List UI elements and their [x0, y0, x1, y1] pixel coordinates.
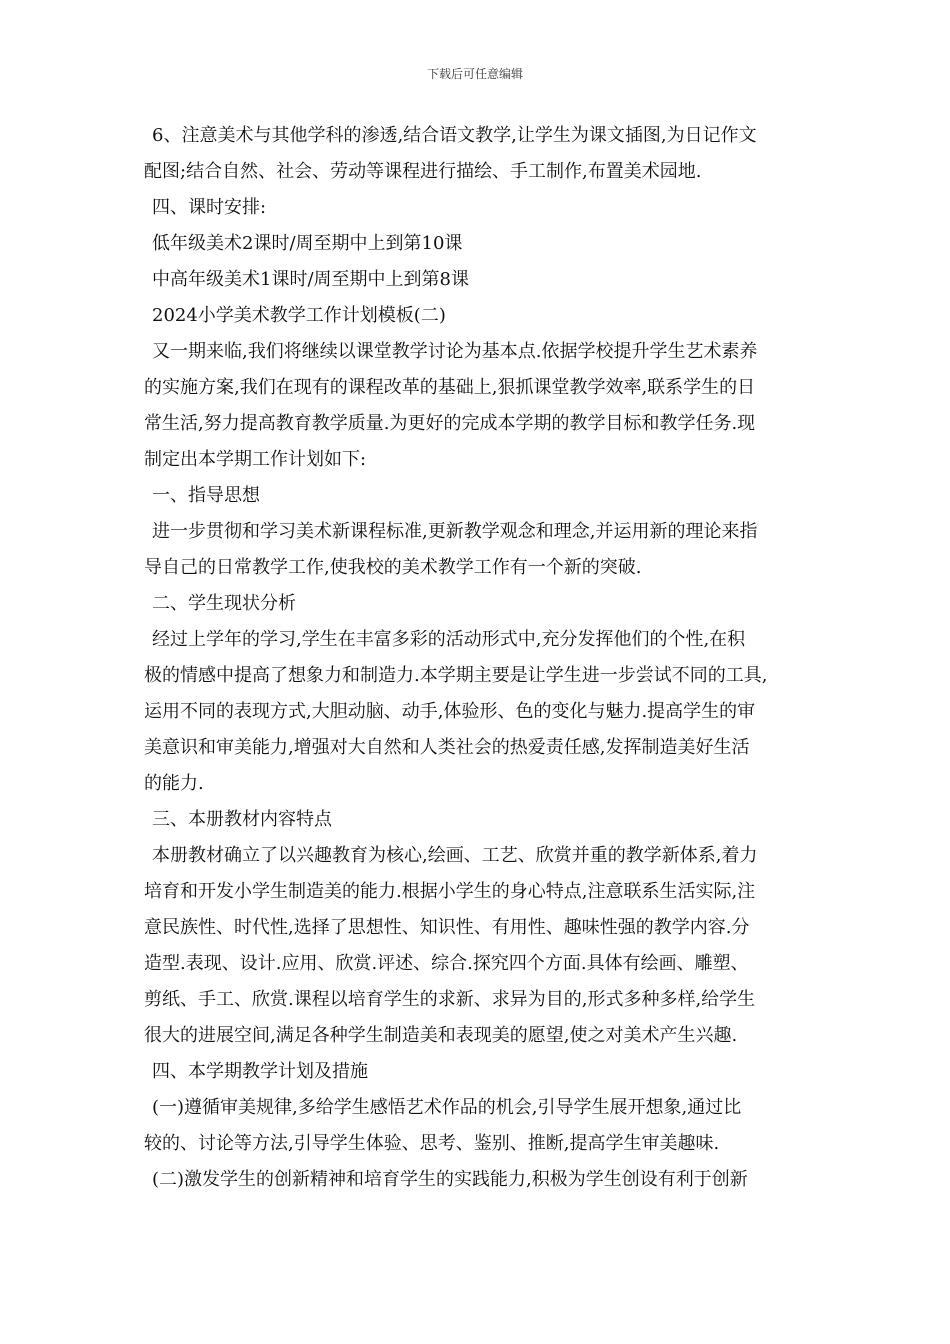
text-line: 造型.表现、设计.应用、欣赏.评述、综合.探究四个方面.具体有绘画、雕塑、 — [144, 953, 749, 974]
text-line: 的实施方案,我们在现有的课程改革的基础上,狠抓课堂教学效率,联系学生的日 — [144, 377, 756, 398]
text-line: 的能力. — [144, 773, 204, 794]
text-line: 本册教材确立了以兴趣教育为核心,绘画、工艺、欣赏并重的教学新体系,着力 — [152, 845, 758, 866]
text-line: (一)遵循审美规律,多给学生感悟艺术作品的机会,引导学生展开想象,通过比 — [152, 1097, 742, 1118]
text-line: 四、本学期教学计划及措施 — [152, 1061, 368, 1082]
text-line: 二、学生现状分析 — [152, 593, 296, 614]
text-line: 低年级美术2课时/周至期中上到第10课 — [152, 233, 463, 254]
text-line: 美意识和审美能力,增强对大自然和人类社会的热爱责任感,发挥制造美好生活 — [144, 737, 750, 758]
page-header: 下载后可任意编辑 — [426, 67, 523, 81]
text-line: (二)激发学生的创新精神和培育学生的实践能力,积极为学生创设有利于创新 — [152, 1169, 748, 1190]
text-line: 经过上学年的学习,学生在丰富多彩的活动形式中,充分发挥他们的个性,在积 — [152, 629, 746, 650]
text-line: 四、课时安排: — [152, 197, 267, 218]
text-line: 常生活,努力提高教育教学质量.为更好的完成本学期的教学目标和教学任务.现 — [144, 413, 756, 434]
text-line: 意民族性、时代性,选择了思想性、知识性、有用性、趣味性强的教学内容.分 — [144, 917, 750, 938]
text-line: 运用不同的表现方式,大胆动脑、动手,体验形、色的变化与魅力.提高学生的审 — [144, 701, 756, 722]
text-line: 一、指导思想 — [152, 485, 260, 506]
text-line: 导自己的日常教学工作,使我校的美术教学工作有一个新的突破. — [144, 557, 642, 578]
text-line: 较的、讨论等方法,引导学生体验、思考、鉴别、推断,提高学生审美趣味. — [144, 1133, 720, 1154]
text-line: 很大的进展空间,满足各种学生制造美和表现美的愿望,使之对美术产生兴趣. — [144, 1025, 738, 1046]
text-line: 三、本册教材内容特点 — [152, 809, 332, 830]
document-body — [144, 118, 814, 1198]
text-line: 又一期来临,我们将继续以课堂教学讨论为基本点.依据学校提升学生艺术素养 — [152, 341, 758, 362]
text-line: 6、注意美术与其他学科的渗透,结合语文教学,让学生为课文插图,为日记作文 — [152, 125, 757, 146]
text-line: 中高年级美术1课时/周至期中上到第8课 — [152, 269, 469, 290]
text-line: 极的情感中提高了想象力和制造力.本学期主要是让学生进一步尝试不同的工具, — [144, 665, 768, 686]
text-line: 培育和开发小学生制造美的能力.根据小学生的身心特点,注意联系生活实际,注 — [144, 881, 756, 902]
text-line: 2024小学美术教学工作计划模板(二) — [152, 305, 446, 326]
text-line: 配图;结合自然、社会、劳动等课程进行描绘、手工制作,布置美术园地. — [144, 161, 702, 182]
text-line: 制定出本学期工作计划如下: — [144, 449, 367, 470]
text-line: 进一步贯彻和学习美术新课程标准,更新教学观念和理念,并运用新的理论来指 — [152, 521, 758, 542]
text-line: 剪纸、手工、欣赏.课程以培育学生的求新、求异为目的,形式多种多样,给学生 — [144, 989, 756, 1010]
